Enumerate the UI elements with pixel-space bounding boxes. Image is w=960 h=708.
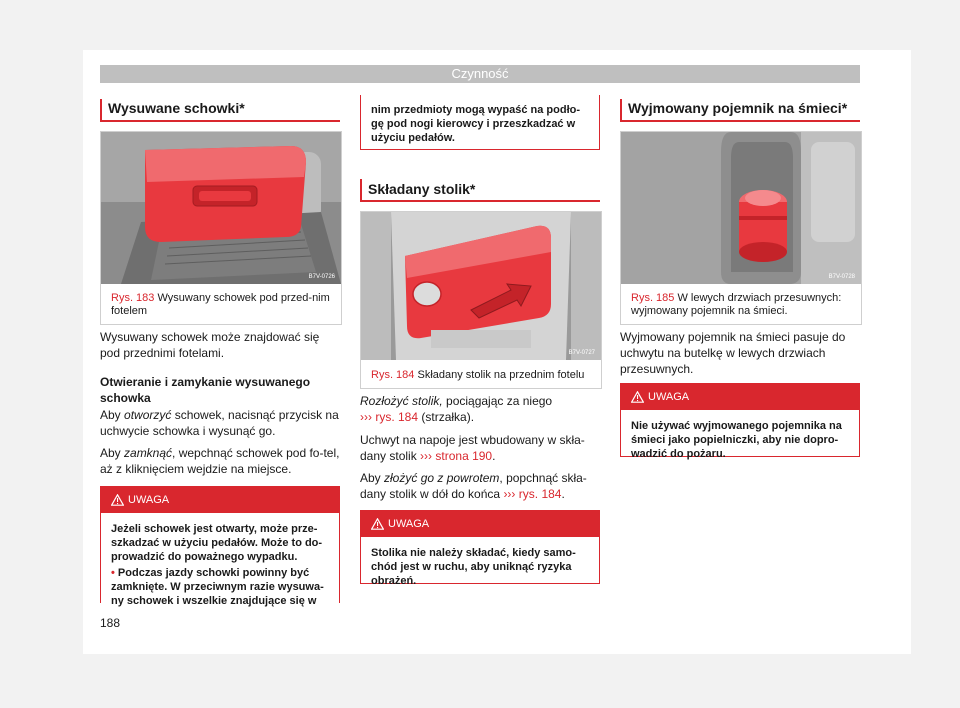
warning-title: UWAGA	[128, 494, 170, 506]
figure-caption	[631, 292, 853, 318]
table-cupholder-text	[360, 432, 600, 464]
warning-header	[621, 384, 859, 410]
text-segment: .	[561, 487, 565, 501]
text-italic: Rozłożyć stolik,	[360, 394, 443, 408]
text-italic: zamknąć	[124, 446, 173, 460]
caption-text: Wysuwany schowek pod przed-nim fotelem	[111, 292, 330, 317]
text-italic: otworzyć	[124, 408, 172, 422]
figure-caption	[371, 369, 593, 382]
bullet-icon: •	[111, 567, 115, 579]
warning-body: Stolika nie należy składać, kiedy samo-chód jest w ruchu, aby uniknąć ryzyka obrażeń.	[371, 547, 576, 587]
warning-title: UWAGA	[388, 518, 430, 530]
section-accent	[620, 99, 622, 121]
drawer-intro: Wysuwany schowek może znajdować się pod przednimi fotelami.	[100, 330, 320, 360]
section-title-drawers: Wysuwane schowki*	[108, 100, 245, 116]
warning-triangle-icon	[371, 518, 384, 530]
page-reference-link[interactable]: strona 190	[435, 449, 493, 463]
figure-code: B7V-0726	[308, 274, 335, 280]
text-segment: Aby	[360, 471, 385, 485]
figure-bin-image	[621, 132, 861, 284]
drawer-open-text	[100, 407, 340, 439]
warning-header	[101, 487, 339, 513]
warning-box-drawer	[100, 486, 340, 607]
text-segment: Uchwyt na napoje jest wbudowany w skła-dany stolik	[360, 433, 585, 463]
text-segment: Aby	[100, 446, 125, 460]
table-illustration	[361, 212, 601, 360]
ref-arrow-icon: ›››	[420, 449, 433, 463]
bin-intro: Wyjmowany pojemnik na śmieci pasuje do uchwytu na butelkę w lewych drzwiach przesuwnych.	[620, 330, 846, 376]
page-header: Czynność	[100, 65, 860, 83]
figure-code: B7V-0728	[828, 274, 855, 280]
text-segment: .	[492, 449, 496, 463]
text-segment: , wepchnąć schowek pod fo-tel, aż z kliknięciem wejdzie na miejsce.	[100, 446, 340, 476]
ref-arrow-icon: ›››	[503, 487, 516, 501]
caption-text: W lewych drzwiach przesuwnych: wyjmowany pojemnik na śmieci.	[631, 292, 842, 317]
drawer-illustration	[101, 132, 341, 284]
warning-body	[101, 513, 339, 614]
warning-triangle-icon	[111, 494, 124, 506]
page-number: 188	[100, 616, 121, 630]
figure-label: Rys. 184	[371, 369, 415, 381]
section-accent	[100, 99, 102, 121]
figure-code: B7V-0727	[568, 350, 595, 356]
text-segment: Aby	[100, 408, 125, 422]
figure-reference-link[interactable]: rys. 184	[518, 487, 562, 501]
section-title-bin: Wyjmowany pojemnik na śmieci*	[628, 100, 848, 116]
section-underline	[100, 120, 340, 122]
table-unfold-text	[360, 393, 600, 425]
warning-text: Jeżeli schowek jest otwarty, może prze-szkadzać w użyciu pedałów. Może to do-prowadzić do poważnego wypadku.	[111, 523, 323, 563]
warning-box-continued	[360, 95, 600, 150]
warning-text: Podczas jazdy schowki powinny być zamknięte. W przeciwnym razie wysuwa-ny schowek i wszelkie znajdujące się w	[111, 567, 324, 607]
text-segment: pociągając za niego	[442, 394, 553, 408]
figure-table-image	[361, 212, 601, 360]
figure-label: Rys. 185	[631, 292, 675, 304]
warning-body: nim przedmioty mogą wypaść na podło-gę pod nogi kierowcy i przeszkadzać w użyciu pedałów.	[371, 104, 581, 144]
figure-caption	[111, 292, 333, 318]
warning-triangle-icon	[631, 391, 644, 403]
drawer-close-text	[100, 445, 340, 477]
figure-bin	[620, 131, 862, 325]
warning-title: UWAGA	[648, 391, 690, 403]
figure-drawer	[100, 131, 342, 325]
caption-text: Składany stolik na przednim fotelu	[417, 369, 585, 381]
figure-reference-link[interactable]: rys. 184	[375, 410, 419, 424]
warning-box-bin	[620, 383, 860, 460]
section-accent	[360, 179, 362, 201]
warning-body: Nie używać wyjmowanego pojemnika na śmieci jako popielniczki, aby nie dopro-wadzić do pożaru.	[631, 420, 842, 460]
text-segment: (strzałka).	[421, 410, 475, 424]
text-italic: złożyć go z powrotem	[384, 471, 500, 485]
ref-arrow-icon: ›››	[360, 410, 372, 424]
table-fold-text	[360, 470, 600, 502]
warning-box-table	[360, 510, 600, 587]
warning-bullet-item	[111, 566, 329, 608]
section-title-table: Składany stolik*	[368, 181, 476, 197]
figure-label: Rys. 183	[111, 292, 155, 304]
text-segment: schowek, nacisnąć przycisk na uchwycie schowka i wysunąć go.	[100, 408, 339, 438]
section-underline	[620, 120, 860, 122]
bin-illustration	[621, 132, 861, 284]
warning-header	[361, 511, 599, 537]
text-segment: , popchnąć skła-dany stolik w dół do końca	[360, 471, 587, 501]
figure-table	[360, 211, 602, 389]
figure-drawer-image	[101, 132, 341, 284]
drawer-subheading: Otwieranie i zamykanie wysuwanego schowka	[100, 375, 311, 405]
section-underline	[360, 200, 600, 202]
